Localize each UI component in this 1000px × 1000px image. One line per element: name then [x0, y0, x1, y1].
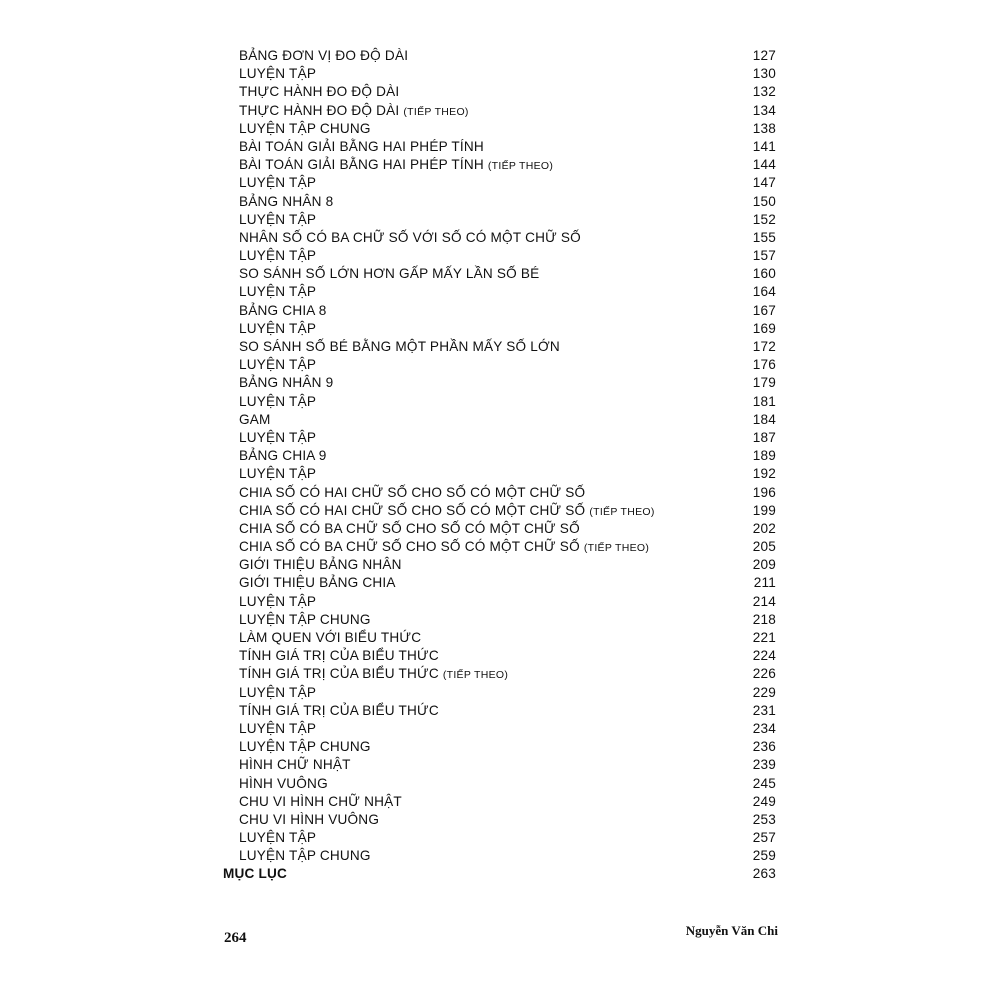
toc-entry-title	[239, 738, 371, 756]
toc-entry-title-main: HÌNH VUÔNG	[239, 775, 328, 791]
toc-entry-title	[239, 484, 585, 502]
toc-entry	[220, 138, 776, 156]
toc-entry	[220, 447, 776, 465]
toc-entry	[220, 302, 776, 320]
toc-entry	[220, 229, 776, 247]
toc-entry-page-number: 253	[752, 811, 776, 827]
toc-entry-title-main: LUYỆN TẬP	[239, 684, 317, 700]
toc-entry-title-main: NHÂN SỐ CÓ BA CHỮ SỐ VỚI SỐ CÓ MỘT CHỮ SỐ	[239, 229, 581, 245]
toc-entry-title	[239, 520, 580, 538]
toc-entry-page-number: 127	[752, 48, 776, 63]
toc-entry-page-number: 196	[752, 484, 776, 500]
toc-entry-title	[239, 83, 399, 101]
toc-entry-page-number: 192	[752, 466, 776, 482]
toc-entry-title-main: TÍNH GIÁ TRỊ CỦA BIỂU THỨC	[239, 648, 439, 664]
toc-entry-title-main: THỰC HÀNH ĐO ĐỘ DÀI	[239, 84, 400, 100]
toc-entry-title-main: LUYỆN TẬP	[239, 593, 317, 609]
toc-entry-page-number: 239	[752, 757, 776, 773]
toc-entry	[220, 629, 776, 647]
toc-entry-title	[239, 684, 316, 702]
toc-entry	[220, 484, 776, 502]
toc-entry-title-main: LUYỆN TẬP CHUNG	[239, 120, 371, 136]
toc-entry	[220, 811, 776, 829]
toc-entry-title	[239, 156, 553, 175]
toc-entry-title-suffix: (TIẾP THEO)	[403, 105, 469, 118]
toc-entry-title-main: LUYỆN TẬP	[239, 248, 317, 264]
toc-entry-title-main: LUYỆN TẬP	[239, 720, 317, 736]
toc-entry-title-main: LUYỆN TẬP	[239, 284, 317, 300]
toc-entry-title	[239, 283, 316, 301]
toc-entry-page-number: 134	[752, 102, 776, 118]
toc-entry-page-number: 132	[752, 84, 776, 100]
toc-entry-title-main: TÍNH GIÁ TRỊ CỦA BIỂU THỨC	[239, 666, 443, 682]
toc-entry-title-main: CHIA SỐ CÓ HAI CHỮ SỐ CHO SỐ CÓ MỘT CHỮ SỐ	[239, 502, 590, 518]
toc-entry-title	[239, 775, 328, 793]
toc-entry	[220, 720, 776, 738]
toc-entry-title	[239, 65, 316, 83]
toc-entry	[220, 647, 776, 665]
toc-entry-title-main: TÍNH GIÁ TRỊ CỦA BIỂU THỨC	[239, 702, 439, 718]
toc-entry-page-number: 263	[752, 866, 776, 882]
toc-entry-title	[223, 865, 287, 883]
toc-entry	[220, 265, 776, 283]
toc-entry	[220, 556, 776, 574]
toc-entry	[220, 120, 776, 138]
toc-entry-page-number: 229	[752, 684, 776, 700]
toc-entry-title	[239, 211, 316, 229]
toc-entry-title	[239, 393, 316, 411]
toc-entry-title-main: LUYỆN TẬP CHUNG	[239, 611, 371, 627]
toc-entry-title	[239, 829, 316, 847]
toc-entry-title-main: BẢNG CHIA 9	[239, 448, 327, 464]
toc-entry	[220, 775, 776, 793]
toc-entry-title-main: SO SÁNH SỐ LỚN HƠN GẤP MẤY LẦN SỐ BÉ	[239, 266, 540, 282]
toc-entry-title	[239, 247, 316, 265]
toc-entry-title	[239, 138, 484, 156]
toc-entry	[220, 756, 776, 774]
toc-entry-page-number: 249	[752, 793, 776, 809]
toc-entry-page-number: 187	[752, 429, 776, 445]
toc-entry-page-number: 245	[752, 775, 776, 791]
toc-entry	[220, 847, 776, 865]
toc-entry-title-main: LUYỆN TẬP CHUNG	[239, 848, 371, 864]
toc-entry	[220, 247, 776, 265]
toc-entry-page-number: 179	[752, 375, 776, 391]
page-number: 264	[224, 930, 247, 946]
table-of-contents	[220, 47, 776, 884]
toc-entry	[220, 665, 776, 683]
toc-entry-page-number: 211	[753, 575, 776, 591]
toc-entry-page-number: 224	[752, 648, 776, 664]
toc-entry-title-main: LUYỆN TẬP	[239, 830, 317, 846]
toc-entry	[220, 702, 776, 720]
toc-entry	[220, 574, 776, 592]
toc-entry-title-main: CHU VI HÌNH VUÔNG	[239, 811, 380, 827]
toc-entry-title	[239, 611, 371, 629]
toc-entry-title	[239, 502, 655, 521]
toc-entry-title-main: LUYỆN TẬP	[239, 320, 317, 336]
toc-entry-title	[239, 538, 649, 557]
toc-entry-title-main: GIỚI THIỆU BẢNG NHÂN	[239, 557, 402, 573]
toc-entry	[220, 193, 776, 211]
toc-entry-title	[239, 174, 316, 192]
toc-entry-title-main: HÌNH CHỮ NHẬT	[239, 757, 351, 773]
toc-entry-page-number: 138	[752, 120, 776, 136]
toc-entry-title	[239, 265, 539, 283]
toc-entry-page-number: 160	[752, 266, 776, 282]
toc-entry-title-main: BÀI TOÁN GIẢI BẰNG HAI PHÉP TÍNH	[239, 138, 484, 154]
toc-entry-title-main: LUYỆN TẬP	[239, 357, 317, 373]
toc-entry	[220, 465, 776, 483]
toc-entry-page-number: 141	[752, 138, 776, 154]
toc-entry-title-suffix: (TIẾP THEO)	[589, 505, 655, 518]
toc-entry-title-main: BÀI TOÁN GIẢI BẰNG HAI PHÉP TÍNH	[239, 157, 488, 173]
toc-entry-title	[239, 847, 371, 865]
toc-entry	[220, 102, 776, 120]
toc-entry-title	[239, 793, 402, 811]
toc-entry	[220, 538, 776, 556]
toc-entry-page-number: 181	[752, 393, 776, 409]
toc-entry-title	[239, 429, 316, 447]
toc-entry-page-number: 218	[752, 611, 776, 627]
toc-entry-title-main: LUYỆN TẬP	[239, 393, 317, 409]
toc-entry-page-number: 144	[752, 157, 776, 173]
toc-entry-title	[239, 193, 333, 211]
toc-entry	[220, 829, 776, 847]
toc-entry-title	[239, 320, 316, 338]
toc-entry-page-number: 167	[752, 302, 776, 318]
toc-entry-title-main: CHIA SỐ CÓ BA CHỮ SỐ CHO SỐ CÓ MỘT CHỮ SỐ	[239, 520, 580, 536]
toc-entry-title-main: THỰC HÀNH ĐO ĐỘ DÀI	[239, 102, 404, 118]
toc-entry-title-main: BẢNG NHÂN 9	[239, 375, 334, 391]
toc-entry-title	[239, 756, 351, 774]
toc-entry-page-number: 199	[752, 502, 776, 518]
toc-entry-title-main: BẢNG ĐƠN VỊ ĐO ĐỘ DÀI	[239, 48, 409, 63]
toc-entry-page-number: 257	[752, 830, 776, 846]
toc-entry-title-main: LUYỆN TẬP	[239, 429, 317, 445]
toc-entry	[220, 611, 776, 629]
toc-entry	[220, 502, 776, 520]
toc-entry-title	[239, 411, 271, 429]
toc-entry	[220, 356, 776, 374]
toc-entry-title-main: LUYỆN TẬP CHUNG	[239, 739, 371, 755]
toc-entry-title-main: MỤC LỤC	[223, 866, 288, 882]
toc-entry-title	[239, 102, 469, 121]
toc-entry-title	[239, 374, 333, 392]
toc-entry-page-number: 184	[752, 411, 776, 427]
toc-entry	[220, 393, 776, 411]
toc-entry	[220, 374, 776, 392]
toc-entry-page-number: 155	[752, 229, 776, 245]
toc-entry-page-number: 150	[752, 193, 776, 209]
toc-entry	[220, 83, 776, 101]
toc-entry-title-main: BẢNG CHIA 8	[239, 302, 327, 318]
toc-entry	[220, 429, 776, 447]
toc-entry-title-main: GAM	[239, 411, 271, 427]
toc-entry-page-number: 226	[752, 666, 776, 682]
toc-entry	[220, 320, 776, 338]
toc-entry-title-suffix: (TIẾP THEO)	[487, 160, 554, 173]
toc-entry-title-suffix: (TIẾP THEO)	[583, 542, 650, 555]
toc-entry-page-number: 172	[752, 339, 776, 354]
toc-entry-title	[239, 629, 421, 647]
toc-entry-title	[239, 338, 560, 356]
toc-entry-page-number: 189	[752, 448, 776, 464]
toc-entry	[220, 738, 776, 756]
toc-entry	[220, 211, 776, 229]
toc-entry-title	[239, 302, 327, 320]
toc-entry	[220, 338, 776, 356]
toc-entry-page-number: 130	[752, 66, 776, 82]
toc-entry-page-number: 169	[752, 320, 776, 336]
toc-entry	[220, 283, 776, 301]
toc-entry-title	[239, 465, 316, 483]
author-name: Nguyễn Văn Chi	[685, 923, 778, 938]
toc-entry-page-number: 205	[752, 539, 776, 555]
toc-entry-title-main: CHIA SỐ CÓ HAI CHỮ SỐ CHO SỐ CÓ MỘT CHỮ SỐ	[239, 484, 586, 500]
toc-entry-title-main: BẢNG NHÂN 8	[239, 193, 334, 209]
toc-entry-title-main: LÀM QUEN VỚI BIỂU THỨC	[239, 630, 422, 645]
toc-entry-page-number: 152	[752, 211, 776, 227]
toc-entry-title-main: LUYỆN TẬP	[239, 466, 317, 482]
toc-entry-title	[239, 447, 327, 465]
toc-entry-title-main: CHU VI HÌNH CHỮ NHẬT	[239, 793, 402, 809]
toc-entry	[220, 520, 776, 538]
toc-entry	[220, 65, 776, 83]
toc-entry-page-number: 259	[752, 848, 776, 864]
toc-entry-title-main: CHIA SỐ CÓ BA CHỮ SỐ CHO SỐ CÓ MỘT CHỮ SỐ	[239, 539, 584, 555]
toc-entry-title	[239, 665, 508, 684]
toc-entry-title-main: GIỚI THIỆU BẢNG CHIA	[239, 575, 396, 591]
toc-entry-title	[239, 720, 316, 738]
toc-entry-heading	[220, 865, 776, 883]
toc-entry-page-number: 214	[752, 593, 776, 609]
toc-entry-page-number: 236	[752, 739, 776, 755]
toc-entry-page-number: 202	[752, 520, 776, 536]
toc-entry-title	[239, 702, 439, 720]
toc-entry-title	[239, 593, 316, 611]
toc-entry-page-number: 221	[752, 630, 776, 645]
toc-entry	[220, 156, 776, 174]
toc-entry-page-number: 147	[752, 175, 776, 191]
toc-entry-title-main: SO SÁNH SỐ BÉ BẰNG MỘT PHẦN MẤY SỐ LỚN	[239, 339, 560, 354]
toc-entry	[220, 593, 776, 611]
toc-entry-title-main: LUYỆN TẬP	[239, 66, 317, 82]
toc-entry-page-number: 231	[752, 702, 776, 718]
toc-entry-title	[239, 229, 581, 247]
toc-entry-title	[239, 574, 396, 592]
toc-entry-title	[239, 556, 402, 574]
toc-entry-page-number: 209	[752, 557, 776, 573]
toc-entry-title	[239, 47, 408, 65]
toc-entry-title	[239, 647, 439, 665]
toc-entry	[220, 793, 776, 811]
toc-entry-page-number: 176	[752, 357, 776, 373]
toc-entry-page-number: 234	[752, 720, 776, 736]
toc-entry-title	[239, 811, 379, 829]
toc-entry-title-suffix: (TIẾP THEO)	[442, 669, 509, 682]
toc-entry-title-main: LUYỆN TẬP	[239, 211, 317, 227]
toc-entry-title	[239, 356, 316, 374]
toc-entry-title-main: LUYỆN TẬP	[239, 175, 317, 191]
toc-entry-title	[239, 120, 371, 138]
toc-entry	[220, 411, 776, 429]
toc-entry	[220, 47, 776, 65]
toc-entry-page-number: 157	[752, 248, 776, 264]
toc-entry	[220, 684, 776, 702]
toc-entry	[220, 174, 776, 192]
toc-entry-page-number: 164	[752, 284, 776, 300]
